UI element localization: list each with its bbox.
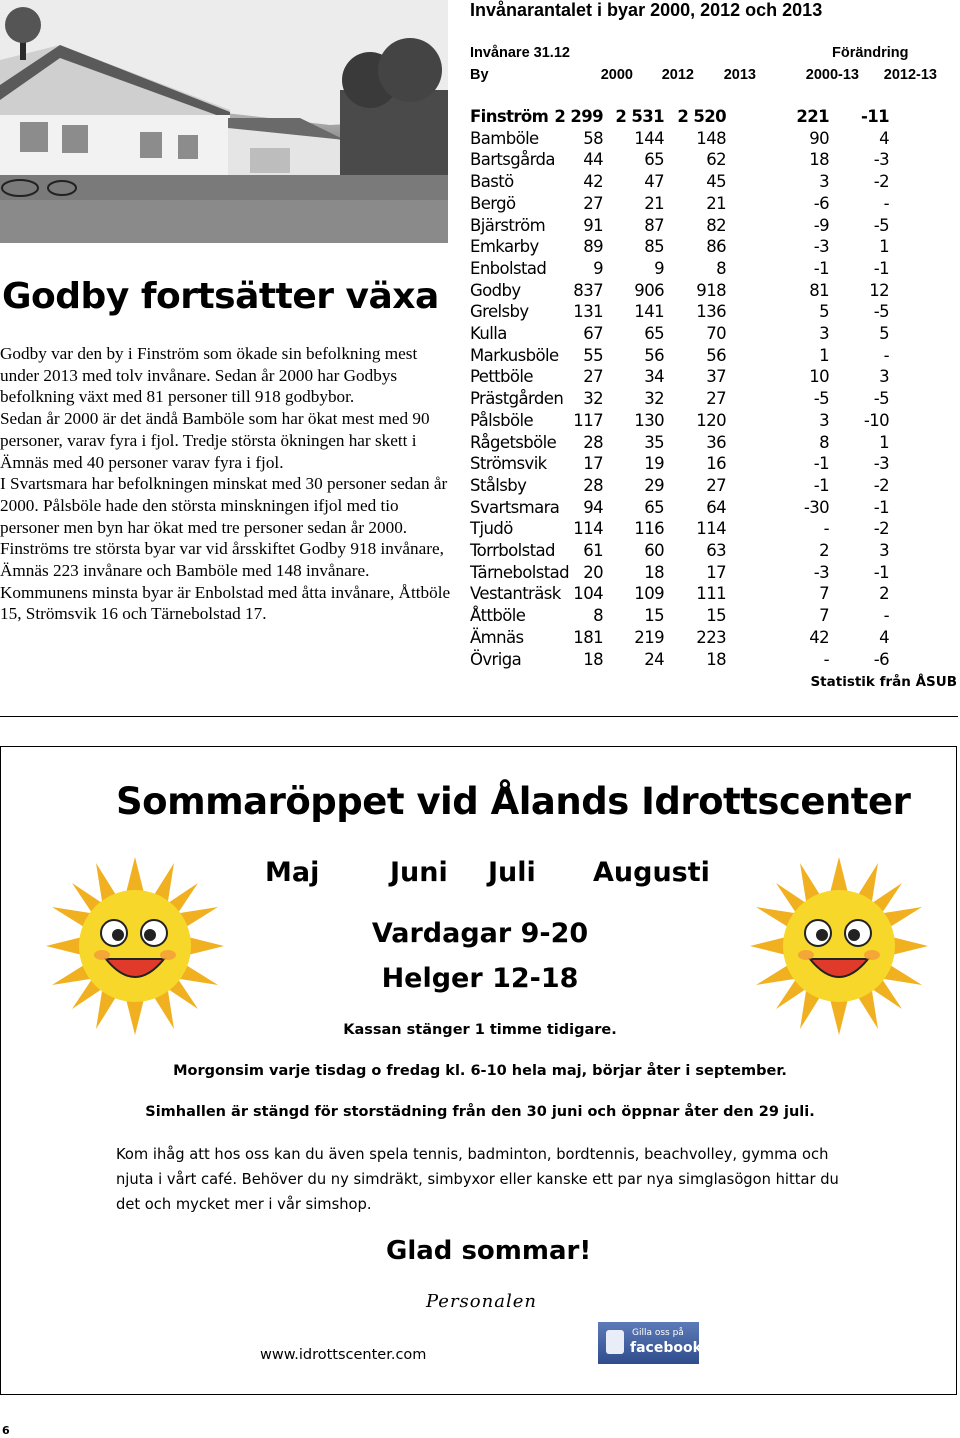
value-cell: 4 [879,627,889,647]
article-paragraph: Sedan år 2000 är det ändå Bamböle som har ökat mest med 90 personer, varav fyra i fjol. Tredje största ökningen har skett i Ämnäs med 40 personer varav fyra i fjol. [0,409,430,472]
value-cell: -10 [863,410,889,430]
facebook-line2: facebook [630,1340,702,1356]
village-name-cell: Övriga [470,649,522,669]
value-cell: 3 [819,410,829,430]
village-name-cell: Rågetsböle [470,432,557,452]
houses-illustration [0,0,448,243]
value-cell: -1 [813,258,829,278]
value-cell: - [823,649,829,669]
value-cell: 85 [644,237,664,257]
value-cell: - [823,519,829,539]
value-cell: 28 [583,475,603,495]
value-cell: 60 [644,541,664,560]
table-row [470,433,960,455]
value-cell: -30 [803,497,829,517]
value-cell: 87 [644,215,664,235]
table-row [470,476,960,498]
value-cell: 56 [644,345,664,365]
value-cell: 94 [583,497,603,517]
village-name-cell: Pålsböle [470,410,534,430]
village-name-cell: Ämnäs [470,627,524,647]
column-header-by: By [470,67,489,83]
value-cell: -5 [873,302,889,322]
table-row [470,454,960,476]
table-row [470,367,960,389]
village-name-cell: Markusböle [470,345,559,365]
value-cell: 42 [583,172,603,192]
village-name-cell: Finström [470,107,549,126]
value-cell: -3 [873,150,889,170]
value-cell: 3 [879,541,889,560]
value-cell: 45 [706,172,726,192]
article-body [0,343,452,625]
value-cell: 223 [696,627,726,647]
village-name-cell: Svartsmara [470,497,560,517]
column-header-change-2012-13: 2012-13 [883,67,937,83]
value-cell: 9 [593,258,603,278]
village-name-cell: Pettböle [470,367,533,387]
value-cell: 19 [644,454,664,474]
value-cell: -11 [860,107,889,126]
page-number: 6 [2,1424,10,1437]
table-row [470,281,960,303]
value-cell: 61 [583,541,603,560]
table-row [470,150,960,172]
value-cell: 148 [696,128,726,148]
value-cell: 120 [696,410,726,430]
signature: Personalen [426,1291,537,1312]
smiling-sun-icon [748,855,930,1037]
value-cell: 64 [706,497,726,517]
value-cell: 3 [879,367,889,387]
month-label: Augusti [593,857,710,888]
table-row [470,650,960,672]
value-cell: -6 [873,649,889,669]
value-cell: - [883,345,889,365]
value-cell: 65 [644,324,664,343]
value-cell: 2 520 [677,107,726,126]
village-photo [0,0,448,243]
village-name-cell: Godby [470,280,521,300]
article-paragraph: Finströms tre största byar var vid årsskiftet Godby 918 invånare, Ämnäs 223 invånare och Bamböle med 148 invånare. [0,539,444,581]
village-name-cell: Bastö [470,172,514,192]
value-cell: -2 [873,172,889,192]
value-cell: -2 [873,519,889,539]
value-cell: 2 [879,584,889,604]
value-cell: 44 [583,150,603,170]
value-cell: 12 [869,280,889,300]
greeting: Glad sommar! [386,1236,592,1266]
table-row [470,302,960,324]
website-link[interactable]: www.idrottscenter.com [260,1347,427,1363]
value-cell: 82 [706,215,726,235]
table-row [470,346,960,368]
column-header-2012: 2012 [661,67,694,83]
value-cell: 27 [706,475,726,495]
value-cell: 32 [583,389,603,409]
value-cell: 1 [879,432,889,452]
value-cell: -3 [813,237,829,257]
ad-note: Morgonsim varje tisdag o fredag kl. 6-10 hela maj, börjar åter i september. [173,1063,787,1079]
value-cell: 1 [819,345,829,365]
village-name-cell: Enbolstad [470,258,547,278]
value-cell: 65 [644,497,664,517]
value-cell: 20 [583,562,603,582]
value-cell: 104 [573,584,603,604]
value-cell: 81 [809,280,829,300]
value-cell: 117 [573,410,603,430]
table-row [470,172,960,194]
village-name-cell: Stålsby [470,475,527,495]
value-cell: 7 [819,584,829,604]
month-label: Juli [488,857,536,888]
value-cell: -1 [813,475,829,495]
value-cell: 111 [696,584,726,604]
ad-note: Kassan stänger 1 timme tidigare. [343,1022,617,1038]
value-cell: 18 [809,150,829,170]
value-cell: 56 [706,345,726,365]
ad-paragraph: Kom ihåg att hos oss kan du även spela tennis, badminton, bordtennis, beachvolley, gymma och njuta i vårt café. Behöver du ny simdräkt, simbyxor eller kanske ett par nya simglasögon hittar du det och mycket mer i vår simshop. [116,1146,839,1213]
value-cell: 130 [634,410,664,430]
value-cell: 27 [583,367,603,387]
village-name-cell: Åttböle [470,606,526,626]
village-name-cell: Kulla [470,324,507,343]
value-cell: 32 [644,389,664,409]
value-cell: 4 [879,128,889,148]
value-cell: 70 [706,324,726,343]
value-cell: 16 [706,454,726,474]
table-row [470,107,960,129]
table-header-label: Invånare 31.12 [470,45,570,61]
value-cell: -9 [813,215,829,235]
value-cell: 15 [644,606,664,626]
value-cell: 2 531 [615,107,664,126]
value-cell: 35 [644,432,664,452]
value-cell: 36 [706,432,726,452]
village-name-cell: Tjudö [470,519,513,539]
value-cell: 114 [696,519,726,539]
table-row [470,389,960,411]
table-title: Invånarantalet i byar 2000, 2012 och 2013 [470,0,823,20]
value-cell: 17 [583,454,603,474]
value-cell: 62 [706,150,726,170]
table-row [470,563,960,585]
table-row [470,628,960,650]
value-cell: 1 [879,237,889,257]
table-row [470,324,960,346]
article-headline: Godby fortsätter växa [2,276,439,317]
value-cell: - [883,193,889,213]
value-cell: -1 [873,562,889,582]
value-cell: 8 [593,606,603,626]
value-cell: 63 [706,541,726,560]
section-divider [0,716,958,717]
value-cell: 18 [706,649,726,669]
facebook-line1: Gilla oss på [632,1328,684,1338]
value-cell: 3 [819,324,829,343]
value-cell: 8 [716,258,726,278]
value-cell: 8 [819,432,829,452]
table-row [470,259,960,281]
value-cell: -5 [813,389,829,409]
value-cell: -1 [813,454,829,474]
article-paragraph: Godby var den by i Finström som ökade sin befolkning mest under 2013 med tolv invånare. Sedan år 2000 har Godbys befolkning växt med 81 personer till 918 godbybor. [0,344,418,407]
value-cell: 18 [644,562,664,582]
value-cell: 91 [583,215,603,235]
value-cell: - [883,606,889,626]
column-header-2013: 2013 [723,67,756,83]
column-header-change-2000-13: 2000-13 [805,67,859,83]
weekday-hours: Vardagar 9-20 [371,918,589,949]
facebook-like-button[interactable] [598,1322,702,1364]
value-cell: 29 [644,475,664,495]
value-cell: 131 [573,302,603,322]
value-cell: 3 [819,172,829,192]
village-name-cell: Strömsvik [470,454,547,474]
value-cell: 5 [819,302,829,322]
value-cell: 89 [583,237,603,257]
value-cell: 47 [644,172,664,192]
value-cell: 55 [583,345,603,365]
value-cell: -5 [873,215,889,235]
village-name-cell: Bartsgårda [470,150,555,170]
value-cell: 2 299 [554,107,603,126]
value-cell: 67 [583,324,603,343]
value-cell: -5 [873,389,889,409]
village-name-cell: Bamböle [470,128,539,148]
village-name-cell: Grelsby [470,302,529,322]
value-cell: 21 [706,193,726,213]
value-cell: -2 [873,475,889,495]
value-cell: 86 [706,237,726,257]
ad-title: Sommaröppet vid Ålands Idrottscenter [116,780,911,823]
article-paragraph: I Svartsmara har befolkningen minskat med 30 personer sedan år 2000. Pålsböle hade den största minskningen ifjol med tio personer men byn har ökat med tre personer sedan år 2000. [0,474,448,537]
month-label: Maj [265,857,320,888]
value-cell: 918 [696,280,726,300]
table-row [470,194,960,216]
value-cell: 18 [583,649,603,669]
value-cell: -3 [813,562,829,582]
table-row [470,606,960,628]
value-cell: 37 [706,367,726,387]
value-cell: 17 [706,562,726,582]
value-cell: 15 [706,606,726,626]
table-change-label: Förändring [832,45,909,61]
value-cell: 219 [634,627,664,647]
value-cell: 5 [879,324,889,343]
value-cell: -1 [873,497,889,517]
village-name-cell: Vestanträsk [470,584,561,604]
village-name-cell: Emkarby [470,237,539,257]
value-cell: -1 [873,258,889,278]
table-row [470,584,960,606]
value-cell: 141 [634,302,664,322]
smiling-sun-icon [44,855,226,1037]
article-paragraph: Kommunens minsta byar är Enbolstad med åtta invånare, Åttböle 15, Strömsvik 16 och Tärnebolstad 17. [0,582,451,624]
value-cell: -3 [873,454,889,474]
table-row [470,237,960,259]
table-row [470,498,960,520]
village-name-cell: Bergö [470,193,516,213]
table-row [470,411,960,433]
village-name-cell: Tärnebolstad [470,562,569,582]
value-cell: 9 [654,258,664,278]
value-cell: 136 [696,302,726,322]
value-cell: 21 [644,193,664,213]
value-cell: 65 [644,150,664,170]
village-name-cell: Prästgården [470,389,564,409]
value-cell: -6 [813,193,829,213]
table-row [470,129,960,151]
value-cell: 221 [796,107,829,126]
value-cell: 906 [634,280,664,300]
value-cell: 181 [573,627,603,647]
value-cell: 10 [809,367,829,387]
table-row [470,541,960,563]
value-cell: 42 [809,627,829,647]
value-cell: 837 [573,280,603,300]
value-cell: 116 [634,519,664,539]
value-cell: 27 [583,193,603,213]
village-name-cell: Bjärström [470,215,546,235]
ad-note: Simhallen är stängd för storstädning från den 30 juni och öppnar åter den 29 juli. [145,1104,815,1120]
value-cell: 109 [634,584,664,604]
value-cell: 90 [809,128,829,148]
value-cell: 27 [706,389,726,409]
value-cell: 7 [819,606,829,626]
thumbs-up-icon [606,1330,624,1354]
weekend-hours: Helger 12-18 [381,963,579,994]
village-name-cell: Torrbolstad [470,541,555,560]
table-source: Statistik från ÅSUB [810,674,957,690]
table-row [470,519,960,541]
value-cell: 28 [583,432,603,452]
value-cell: 58 [583,128,603,148]
value-cell: 2 [819,541,829,560]
value-cell: 34 [644,367,664,387]
value-cell: 144 [634,128,664,148]
value-cell: 24 [644,649,664,669]
value-cell: 114 [573,519,603,539]
table-row [470,216,960,238]
column-header-2000: 2000 [600,67,633,83]
month-label: Juni [390,857,448,888]
